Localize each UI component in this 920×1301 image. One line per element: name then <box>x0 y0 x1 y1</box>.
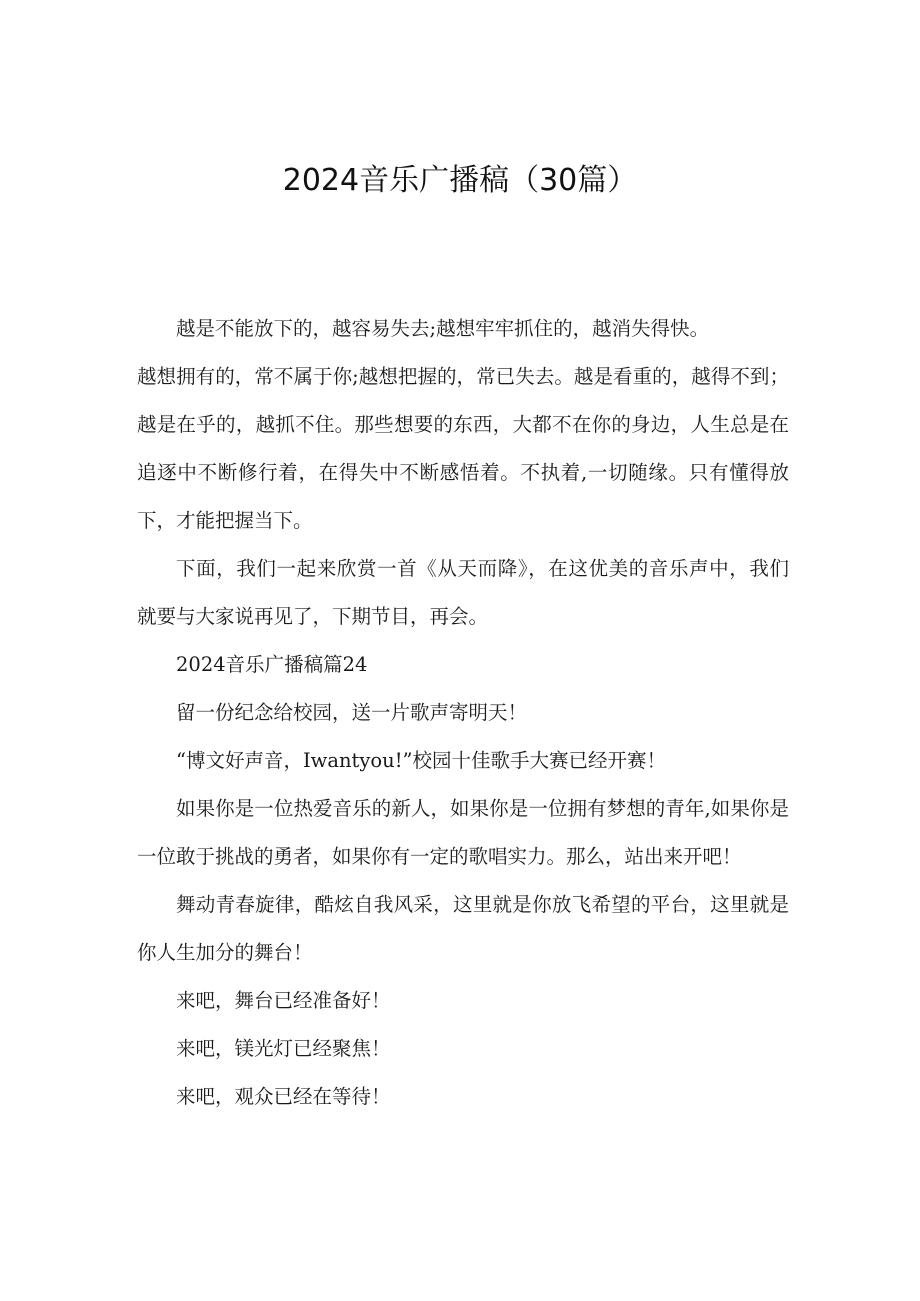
paragraph-6: “博文好声音，Iwantyou!”校园十佳歌手大赛已经开赛！ <box>176 749 667 772</box>
paragraph-7: 如果你是一位热爱音乐的新人，如果你是一位拥有梦想的青年,如果你是一位敢于挑战的勇者，如果你有一定的歌唱实力。那么，站出来开吧！ <box>137 797 789 868</box>
paragraph-10: 来吧，镁光灯已经聚焦！ <box>176 1037 391 1060</box>
paragraph-9: 来吧，舞台已经准备好！ <box>176 989 391 1012</box>
document-title: 2024音乐广播稿（30篇） <box>282 163 638 198</box>
paragraph-5: 留一份纪念给校园，送一片歌声寄明天！ <box>176 701 528 724</box>
paragraph-8: 舞动青春旋律，酷炫自我风采，这里就是你放飞希望的平台，这里就是你人生加分的舞台！ <box>137 893 789 964</box>
paragraph-11: 来吧，观众已经在等待！ <box>176 1085 391 1108</box>
section-heading: 2024音乐广播稿篇24 <box>176 653 368 676</box>
paragraph-2: 越想拥有的，常不属于你;越想把握的，常已失去。越是看重的，越得不到；越是在乎的，越抓不住。那些想要的东西，大都不在你的身边，人生总是在追逐中不断修行着，在得失中不断感悟着。不执着,一切随缘。只有懂得放下，才能把握当下。 <box>137 365 789 532</box>
paragraph-3: 下面，我们一起来欣赏一首《从天而降》，在这优美的音乐声中，我们就要与大家说再见了，下期节目，再会。 <box>137 557 789 628</box>
paragraph-1: 越是不能放下的，越容易失去;越想牢牢抓住的，越消失得快。 <box>176 317 710 340</box>
document-body <box>137 305 789 1121</box>
